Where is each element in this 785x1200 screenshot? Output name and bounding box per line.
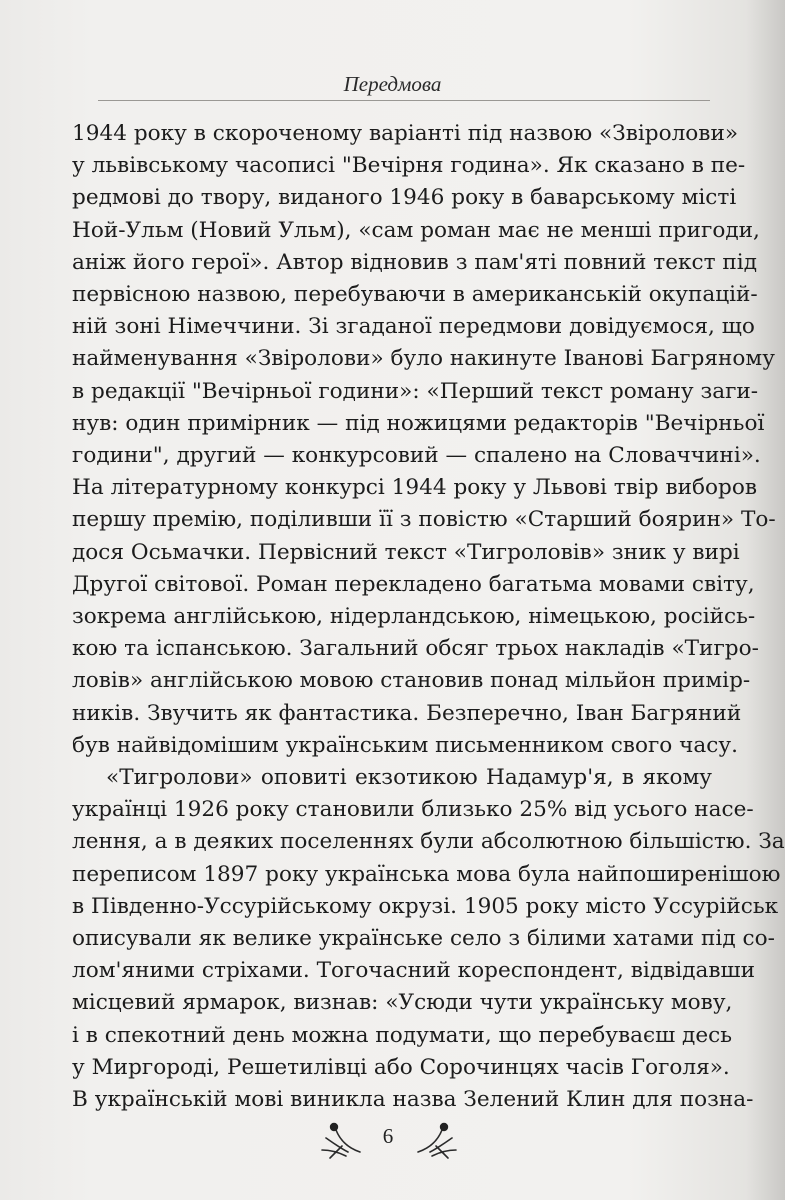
text-line: у львівському часописі "Вечірня година». Як сказано в пе-: [72, 153, 746, 179]
running-head: Передмова: [343, 72, 442, 96]
page-number: 6: [382, 1124, 394, 1148]
header-rule: [98, 100, 710, 101]
text-line: ників. Звучить як фантастика. Безперечно, Іван Багряний: [72, 700, 742, 726]
page-footer: [0, 1112, 785, 1172]
text-line: у Миргороді, Решетилівці або Сорочинцях часів Гоголя».: [72, 1054, 730, 1080]
text-line: первісною назвою, перебуваючи в американській окупацій-: [72, 282, 758, 308]
text-line: редмові до твору, виданого 1946 року в баварському місті: [72, 185, 737, 211]
body-text: [72, 118, 785, 1116]
text-line: Ной-Ульм (Новий Ульм), «сам роман має не менші пригоди,: [72, 217, 760, 243]
text-line: описували як велике українське село з білими хатами під со-: [72, 926, 775, 952]
text-line: зокрема англійською, нідерландською, німецькою, російсь-: [72, 604, 756, 630]
text-line: і в спекотний день можна подумати, що перебуваєш десь: [72, 1022, 732, 1048]
text-line: На літературному конкурсі 1944 року у Львові твір виборов: [72, 475, 757, 501]
text-line: переписом 1897 року українська мова була найпоширенішою: [72, 861, 781, 887]
paragraph-2: [72, 762, 785, 1116]
text-line: в Південно-Уссурійському окрузі. 1905 року місто Уссурійськ: [72, 893, 779, 919]
text-line: українці 1926 року становили близько 25% від усього насе-: [72, 797, 754, 823]
text-line: ловів» англійською мовою становив понад мільйон примір-: [72, 668, 751, 694]
text-line: ній зоні Німеччини. Зі згаданої передмови довідуємося, що: [72, 314, 755, 340]
text-line: в редакції "Вечірньої години»: «Перший текст роману заги-: [72, 378, 759, 404]
floral-sprig-icon: [318, 1116, 364, 1162]
paragraph-1: [72, 118, 776, 762]
text-line: дося Осьмачки. Первісний текст «Тигроловів» зник у вирі: [72, 539, 740, 565]
text-line: першу премію, поділивши її з повістю «Старший боярин» То-: [72, 507, 776, 533]
text-line: був найвідомішим українським письменником свого часу.: [72, 732, 738, 758]
floral-sprig-icon: [414, 1116, 460, 1162]
text-line: В українській мові виникла назва Зелений Клин для позна-: [72, 1087, 754, 1113]
text-line: Другої світової. Роман перекладено багатьма мовами світу,: [72, 571, 755, 597]
text-line: нув: один примірник — під ножицями редакторів "Вечірньої: [72, 410, 765, 436]
text-line: «Тигролови» оповиті екзотикою Надамур'я, в якому: [106, 765, 712, 791]
text-line: кою та іспанською. Загальний обсяг трьох накладів «Тигро-: [72, 636, 759, 662]
text-line: місцевий ярмарок, визнав: «Усюди чути українську мову,: [72, 990, 733, 1016]
text-line: лом'яними стріхами. Тогочасний кореспондент, відвідавши: [72, 958, 755, 984]
text-line: 1944 року в скороченому варіанті під назвою «Звіролови»: [72, 121, 739, 146]
text-line: години", другий — конкурсовий — спалено на Словаччині».: [72, 443, 761, 469]
text-line: аніж його герої». Автор відновив з пам'яті повний текст під: [72, 249, 757, 275]
text-line: лення, а в деяких поселеннях були абсолютною більшістю. За: [72, 829, 785, 855]
text-line: найменування «Звіролови» було накинуте Іванові Багряному: [72, 346, 775, 372]
